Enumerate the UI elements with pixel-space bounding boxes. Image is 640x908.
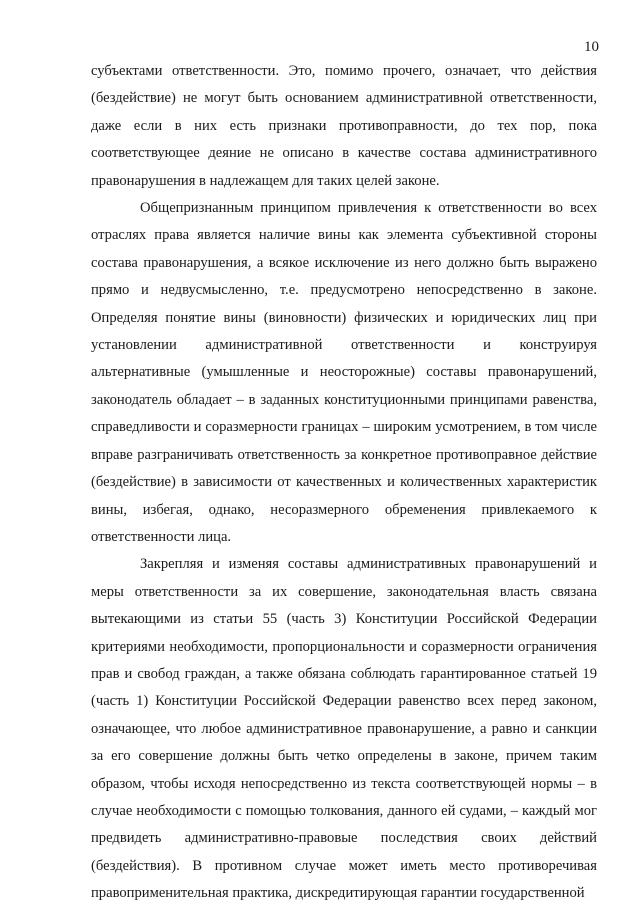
page-number: 10 <box>584 39 599 55</box>
paragraph-continuation: субъектами ответственности. Это, помимо прочего, означает, что действия (бездействие) не могут быть основанием административной ответственности, даже если в них есть признаки противоправности, до тех пор, пока соответствующее деяние не описано в качестве состава административного правонарушения в надлежащем для таких целей законе. <box>91 63 597 189</box>
paragraph-legal-certainty: Закрепляя и изменяя составы административных правонарушений и меры ответственности за их совершение, законодательная власть связана вытекающими из статьи 55 (часть 3) Конституции Российской Федерации критериями необходимости, пропорциональности и соразмерности ограничения прав и свобод граждан, а также обязана соблюдать гарантированное статьей 19 (часть 1) Конституции Российской Федерации равенство всех перед законом, означающее, что любое административное правонарушение, а равно и санкции за его совершение должны быть четко определены в законе, причем таким образом, чтобы исходя непосредственно из текста соответствующей нормы – в случае необходимости с помощью толкования, данного ей судами, – каждый мог предвидеть административно-правовые последствия своих действий (бездействия). В противном случае может иметь место противоречивая правоприменительная практика, дискредитирующая гарантии государственной <box>91 556 597 902</box>
paragraph-guilt-principle: Общепризнанным принципом привлечения к ответственности во всех отраслях права является наличие вины как элемента субъективной стороны состава правонарушения, а всякое исключение из него должно быть выражено прямо и недвусмысленно, т.е. предусмотрено непосредственно в законе. Определяя понятие вины (виновности) физических и юридических лиц при установлении административной ответственности и конструируя альтернативные (умышленные и неосторожные) составы правонарушений, законодатель обладает – в заданных конституционными принципами равенства, справедливости и соразмерности границах – широким усмотрением, в том числе вправе разграничивать ответственность за конкретное противоправное действие (бездействие) в зависимости от качественных и количественных характеристик вины, избегая, однако, несоразмерного обременения привлекаемого к ответственности лица. <box>91 200 597 545</box>
document-body <box>91 58 597 908</box>
